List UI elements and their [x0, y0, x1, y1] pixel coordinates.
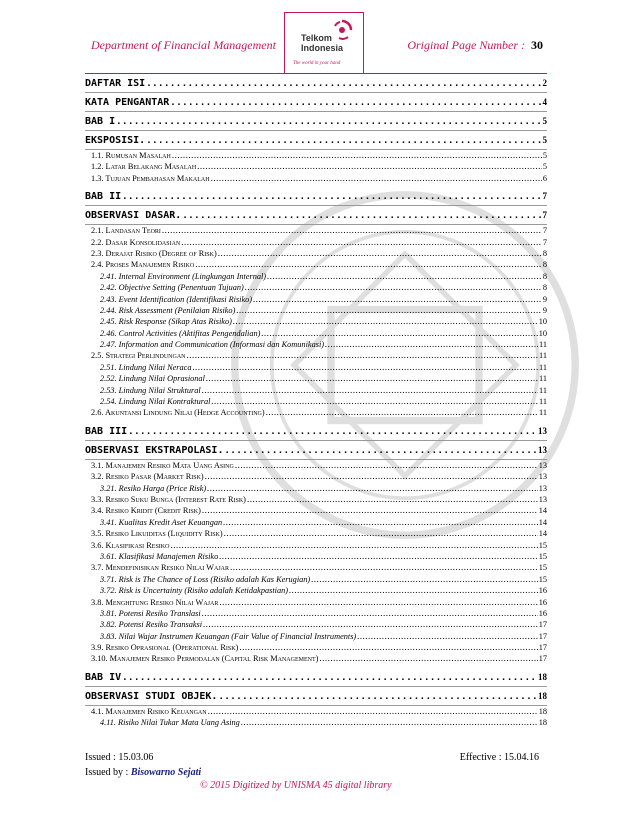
toc-page-number: 2	[542, 78, 547, 88]
toc-dot-leader	[224, 528, 538, 539]
toc-entry[interactable]	[85, 225, 547, 236]
toc-entry-title: 1.2. Latar Belakang Masalah	[91, 162, 197, 172]
toc-page-number: 11	[539, 340, 547, 350]
toc-chapter-entry[interactable]	[85, 668, 547, 687]
toc-entry[interactable]	[85, 316, 547, 327]
toc-dot-leader	[146, 75, 541, 93]
toc-page-number: 5	[542, 135, 547, 145]
toc-page-number: 17	[538, 620, 547, 630]
toc-page-number: 11	[539, 408, 547, 418]
toc-entry[interactable]	[85, 505, 547, 516]
toc-page-number: 8	[542, 248, 547, 258]
toc-chapter-entry[interactable]	[85, 74, 547, 93]
logo-tagline: The world in your hand	[293, 61, 341, 66]
toc-entry-title: 4.11. Risiko Nilai Tukar Mata Uang Asing	[100, 718, 240, 728]
toc-entry-title: 3.6. Klasifikasi Resiko	[91, 540, 170, 550]
toc-page-number: 7	[542, 237, 547, 247]
toc-page-number: 16	[538, 586, 547, 596]
toc-entry[interactable]	[85, 259, 547, 270]
toc-dot-leader	[261, 328, 537, 339]
toc-page-number: 15	[538, 540, 547, 550]
toc-dot-leader	[325, 339, 538, 350]
toc-page-number: 15	[538, 563, 547, 573]
toc-entry-title: 3.4. Resiko Kridit (Credit Risk)	[91, 506, 201, 516]
toc-dot-leader	[170, 540, 537, 551]
toc-dot-leader	[202, 608, 538, 619]
toc-dot-leader	[236, 305, 542, 316]
toc-page-number: 13	[538, 483, 547, 493]
toc-entry[interactable]	[85, 471, 547, 482]
toc-entry-title: OBSERVASI EKSTRAPOLASI.	[85, 444, 224, 456]
toc-page-number: 8	[542, 260, 547, 270]
issued-by	[85, 767, 201, 778]
toc-page-number: 5	[542, 116, 547, 126]
toc-dot-leader	[203, 619, 538, 630]
toc-dot-leader	[195, 259, 542, 270]
toc-entry[interactable]	[85, 517, 547, 528]
toc-dot-leader	[357, 631, 538, 642]
toc-page-number: 11	[539, 397, 547, 407]
toc-page-number: 5	[542, 162, 547, 172]
toc-entry-title: 3.71. Risk is The Chance of Loss (Risiko adalah Kas Kerugian)	[100, 574, 311, 584]
toc-entry-title: 2.2. Dasar Konsolidasian	[91, 237, 181, 247]
toc-dot-leader	[241, 717, 538, 728]
toc-page-number: 10	[538, 328, 547, 338]
toc-page-number: 13	[538, 460, 547, 470]
toc-dot-leader	[170, 94, 541, 112]
toc-entry[interactable]	[85, 150, 547, 161]
toc-dot-leader	[235, 460, 538, 471]
toc-dot-leader	[162, 225, 542, 236]
toc-entry-title: 1.1. Rumusan Masalah	[91, 151, 171, 160]
toc-entry[interactable]	[85, 585, 547, 596]
toc-entry[interactable]	[85, 608, 547, 619]
toc-entry-title: 3.61. Klasifikasi Manajemen Risiko	[100, 551, 219, 561]
toc-page-number: 11	[539, 385, 547, 395]
toc-dot-leader	[253, 294, 542, 305]
toc-entry-title: 2.46. Control Activities (Aktifitas Pengendalian)	[100, 328, 261, 338]
logo-line2: Indonesia	[301, 43, 344, 53]
toc-page-number: 8	[542, 271, 547, 281]
toc-page-number: 14	[538, 517, 547, 527]
toc-entry[interactable]	[85, 271, 547, 282]
toc-dot-leader	[219, 551, 537, 562]
toc-page-number: 13	[538, 444, 547, 455]
issued-by-name: Bisowarno Sejati	[130, 767, 202, 778]
toc-page-number: 11	[539, 374, 547, 384]
toc-entry[interactable]	[85, 305, 547, 316]
toc-entry[interactable]	[85, 350, 547, 361]
toc-dot-leader	[218, 688, 537, 706]
toc-entry[interactable]	[85, 551, 547, 562]
toc-entry-title: 3.81. Potensi Resiko Translasi	[100, 608, 201, 618]
toc-entry-title: 3.1. Manajemen Resiko Mata Uang Asing	[91, 460, 234, 470]
toc-entry-title: 2.47. Information and Communication (Informasi dan Komunikasi)	[100, 340, 325, 350]
toc-chapter-entry[interactable]	[85, 187, 547, 206]
toc-entry[interactable]	[85, 631, 547, 642]
toc-entry-title: 3.9. Resiko Oprasional (Operational Risk)	[91, 643, 239, 653]
toc-page-number: 17	[538, 654, 547, 664]
copyright-notice: © 2015 Digitized by UNISMA 45 digital library	[200, 780, 392, 791]
toc-dot-leader	[146, 132, 541, 150]
toc-entry-title: 3.8. Menghitung Resiko Nilai Wajar	[91, 597, 219, 607]
toc-page-number: 4	[542, 97, 547, 107]
toc-entry[interactable]	[85, 237, 547, 248]
toc-entry[interactable]	[85, 362, 547, 373]
toc-dot-leader	[172, 150, 542, 161]
toc-chapter-entry[interactable]	[85, 441, 547, 460]
toc-entry-title: 3.3. Resiko Suku Bunga (Interest Rate Risk)	[91, 494, 246, 504]
toc-dot-leader	[311, 574, 538, 585]
toc-page-number: 16	[538, 597, 547, 607]
toc-entry[interactable]	[85, 528, 547, 539]
logo-wordmark	[301, 33, 343, 53]
toc-entry[interactable]	[85, 373, 547, 384]
toc-entry-title: 2.52. Lindung Nilai Oprasional	[100, 374, 205, 384]
toc-entry-title: KATA PENGANTAR	[85, 97, 170, 108]
toc-entry-title: EKSPOSISI.	[85, 135, 146, 146]
toc-entry-title: 3.72. Risk is Uncertainty (Risiko adalah Ketidakpastian)	[100, 586, 289, 596]
toc-entry-title: 3.2. Resiko Pasar (Market Risk)	[91, 472, 204, 482]
toc-page-number: 13	[538, 472, 547, 482]
toc-dot-leader	[202, 505, 538, 516]
toc-dot-leader	[208, 706, 538, 717]
toc-dot-leader	[267, 271, 542, 282]
toc-page-number: 13	[538, 494, 547, 504]
toc-entry-title: 2.1. Landasan Teori	[91, 226, 161, 236]
original-page-label	[407, 38, 543, 53]
toc-entry-title: 3.7. Mendefinisikan Resiko Nilai Wajar	[91, 563, 229, 573]
toc-dot-leader	[186, 350, 538, 361]
toc-dot-leader	[211, 173, 542, 184]
toc-dot-leader	[193, 362, 538, 373]
toc-page-number: 11	[539, 362, 547, 372]
toc-dot-leader	[266, 407, 538, 418]
effective-date: Effective : 15.04.16	[459, 752, 539, 763]
toc-entry-title: 4.1. Manajemen Risiko Keuangan	[91, 706, 207, 716]
toc-dot-leader	[128, 423, 537, 441]
toc-page-number: 7	[542, 210, 547, 221]
original-page-text: Original Page Number :	[407, 38, 525, 52]
toc-entry-title: 2.53. Lindung Nilai Struktural	[100, 385, 201, 395]
toc-page-number: 18	[538, 718, 547, 728]
toc-entry-title: 3.41. Kualitas Kredit Aset Keuangan	[100, 517, 223, 527]
toc-chapter-entry[interactable]	[85, 687, 547, 706]
toc-dot-leader	[205, 471, 538, 482]
toc-dot-leader	[289, 585, 538, 596]
logo-line1: Telkom	[301, 33, 332, 43]
toc-entry-title: 3.83. Nilai Wajar Instrumen Keuangan (Fair Value of Financial Instruments)	[100, 631, 357, 641]
toc-entry-title: BAB III	[85, 425, 128, 437]
toc-entry[interactable]	[85, 483, 547, 494]
toc-entry[interactable]	[85, 653, 547, 664]
toc-entry[interactable]	[85, 540, 547, 551]
toc-page-number: 15	[538, 574, 547, 584]
toc-page-number: 18	[538, 671, 547, 682]
toc-entry[interactable]	[85, 173, 547, 184]
toc-page-number: 11	[539, 351, 547, 361]
toc-entry-title: BAB II	[85, 191, 122, 203]
department-title: Department of Financial Management	[91, 38, 276, 52]
toc-entry-title: 2.44. Risk Assessment (Penilaian Risiko)	[100, 305, 236, 315]
toc-page-number: 15	[538, 551, 547, 561]
toc-entry[interactable]	[85, 407, 547, 418]
toc-entry[interactable]	[85, 619, 547, 630]
toc-entry-title: 2.42. Objective Setting (Penentuan Tujuan)	[100, 283, 244, 293]
toc-entry[interactable]	[85, 282, 547, 293]
toc-entry-title: DAFTAR ISI	[85, 78, 146, 89]
toc-entry-title: BAB IV	[85, 671, 122, 683]
toc-entry-title: OBSERVASI DASAR.	[85, 210, 182, 222]
toc-entry-title: 2.45. Risk Response (Sikap Atas Risiko)	[100, 317, 232, 327]
toc-entry-title: 2.41. Internal Environment (Lingkungan Internal)	[100, 271, 267, 281]
toc-page-number: 9	[542, 305, 547, 315]
toc-page-number: 14	[538, 529, 547, 539]
toc-page-number: 17	[538, 631, 547, 641]
toc-page-number: 18	[538, 706, 547, 716]
toc-page-number: 13	[538, 425, 547, 436]
toc-chapter-entry[interactable]	[85, 131, 547, 150]
toc-dot-leader	[207, 483, 538, 494]
toc-dot-leader	[116, 113, 541, 131]
toc-entry[interactable]	[85, 294, 547, 305]
toc-dot-leader	[247, 494, 538, 505]
telkom-logo	[284, 12, 364, 74]
toc-entry-title: 2.5. Strategi Perlindungan	[91, 351, 186, 361]
toc-entry-title: 2.6. Akuntansi Lindung Nilai (Hedge Accounting)	[91, 408, 265, 418]
toc-entry-title: 2.54. Lindung Nilai Kontraktural	[100, 397, 211, 407]
toc-page-number: 9	[542, 294, 547, 304]
original-page-number: 30	[531, 38, 543, 52]
toc-entry-title: 2.4. Proses Manajemen Risiko	[91, 260, 195, 270]
issued-by-label: Issued by :	[85, 767, 129, 778]
issued-date: Issued : 15.03.06	[85, 752, 154, 763]
toc-entry-title: BAB I	[85, 116, 116, 127]
toc-entry-title: 1.3. Tujuan Pembahasan Makalah	[91, 173, 210, 183]
toc-entry-title: 3.10. Manajemen Resiko Permodalan (Capital Risk Management)	[91, 654, 319, 664]
toc-dot-leader	[211, 396, 538, 407]
toc-dot-leader	[202, 385, 538, 396]
page-header	[85, 8, 547, 76]
toc-dot-leader	[319, 653, 537, 664]
toc-entry[interactable]	[85, 597, 547, 608]
toc-dot-leader	[206, 373, 538, 384]
toc-entry[interactable]	[85, 494, 547, 505]
toc-chapter-entry[interactable]	[85, 112, 547, 131]
toc-entry[interactable]	[85, 574, 547, 585]
toc-chapter-entry[interactable]	[85, 206, 547, 225]
toc-page-number: 7	[542, 191, 547, 202]
toc-page-number: 18	[538, 690, 547, 701]
toc-dot-leader	[239, 642, 537, 653]
toc-entry[interactable]	[85, 396, 547, 407]
toc-entry-title: 2.51. Lindung Nilai Neraca	[100, 362, 192, 372]
toc-entry[interactable]	[85, 706, 547, 717]
toc-page-number: 17	[538, 643, 547, 653]
toc-dot-leader	[182, 207, 541, 225]
toc-entry[interactable]	[85, 328, 547, 339]
toc-page-number: 16	[538, 608, 547, 618]
toc-page-number: 5	[542, 151, 547, 160]
toc-dot-leader	[218, 248, 542, 259]
toc-page-number: 8	[542, 283, 547, 293]
toc-entry-title: 2.43. Event Identification (Identifikasi Risiko)	[100, 294, 253, 304]
toc-dot-leader	[197, 161, 542, 172]
toc-entry[interactable]	[85, 385, 547, 396]
toc-dot-leader	[230, 562, 538, 573]
toc-entry[interactable]	[85, 339, 547, 350]
table-of-contents	[85, 74, 547, 729]
toc-chapter-entry[interactable]	[85, 422, 547, 441]
toc-entry-title: OBSERVASI STUDI OBJEK.	[85, 690, 218, 702]
toc-dot-leader	[219, 597, 537, 608]
toc-entry[interactable]	[85, 562, 547, 573]
toc-entry[interactable]	[85, 248, 547, 259]
toc-entry-title: 3.5. Resiko Likuiditas (Liquidity Risk)	[91, 529, 223, 539]
toc-entry[interactable]	[85, 717, 547, 728]
toc-entry[interactable]	[85, 460, 547, 471]
toc-page-number: 14	[538, 506, 547, 516]
toc-dot-leader	[245, 282, 542, 293]
toc-entry-title: 3.21. Resiko Harga (Price Risk)	[100, 483, 207, 493]
toc-dot-leader	[122, 188, 541, 206]
toc-page-number: 6	[542, 173, 547, 183]
toc-page-number: 7	[542, 226, 547, 236]
toc-entry[interactable]	[85, 161, 547, 172]
toc-dot-leader	[223, 517, 538, 528]
toc-entry-title: 2.3. Derajat Risiko (Degree of Risk)	[91, 248, 217, 258]
toc-chapter-entry[interactable]	[85, 93, 547, 112]
toc-dot-leader	[233, 316, 538, 327]
toc-entry-title: 3.82. Potensi Resiko Transaksi	[100, 620, 203, 630]
toc-dot-leader	[122, 669, 537, 687]
toc-dot-leader	[181, 237, 542, 248]
toc-entry[interactable]	[85, 642, 547, 653]
toc-page-number: 10	[538, 317, 547, 327]
toc-dot-leader	[224, 442, 537, 460]
